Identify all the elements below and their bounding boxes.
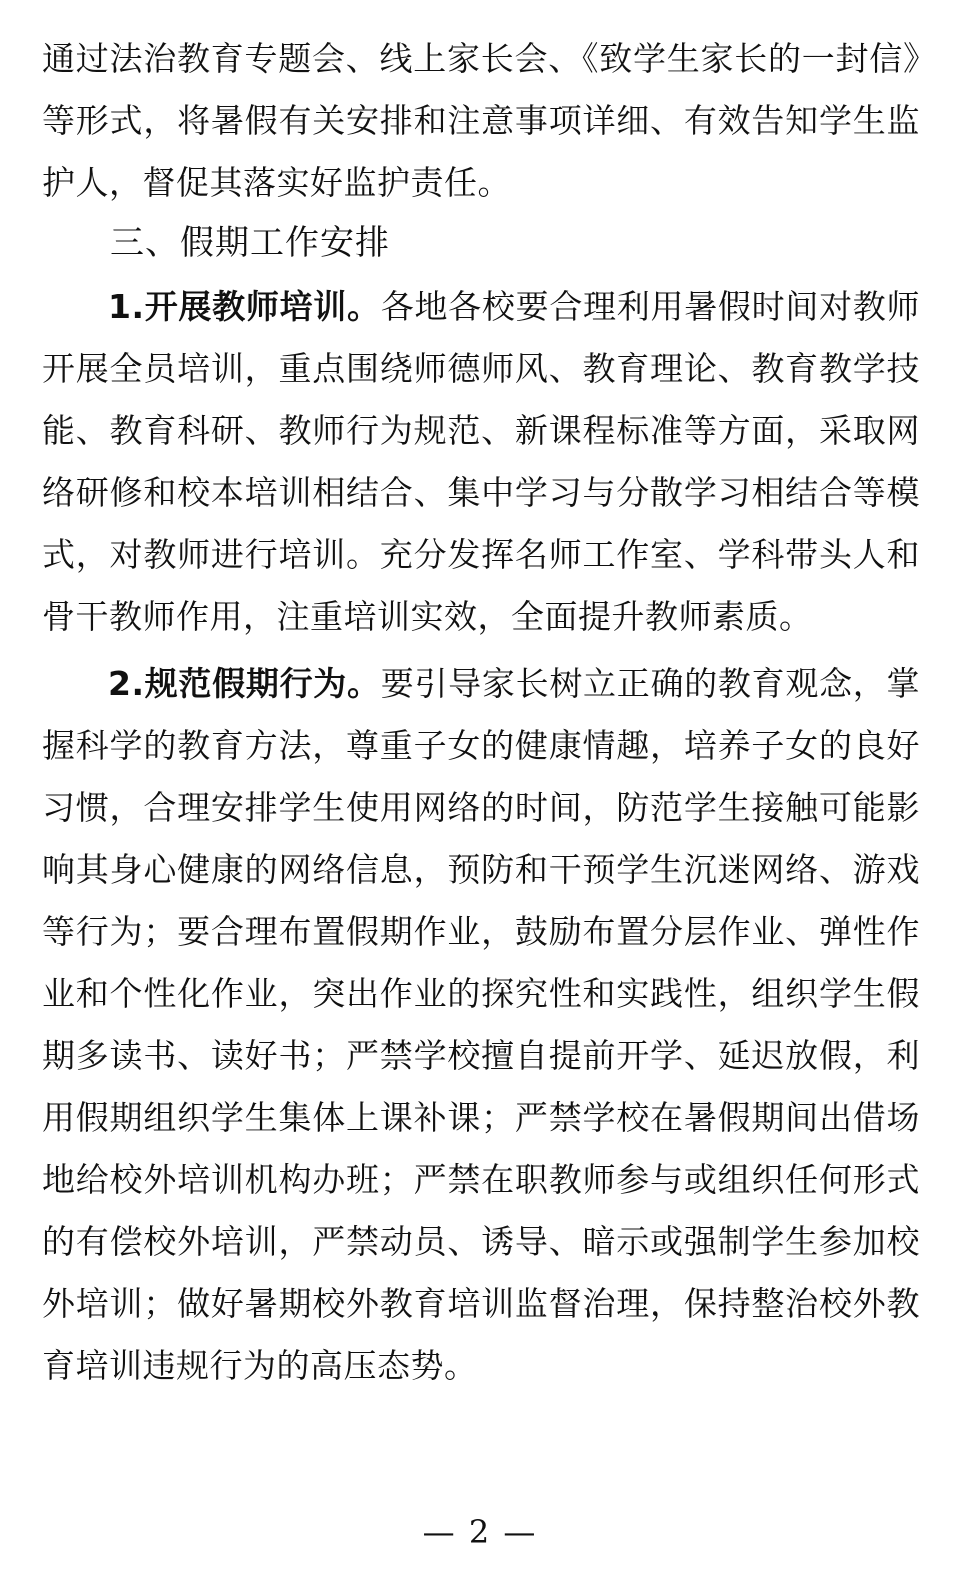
paragraph-body: 要引导家长树立正确的教育观念，掌握科学的教育方法，尊重子女的健康情趣，培养子女的良好习惯，合理安排学生使用网络的时间，防范学生接触可能影响其身心健康的网络信息，预防和干预学生沉迷网络、游戏等行为；要合理布置假期作业，鼓励布置分层作业、弹性作业和个性化作业，突出作业的探究性和实践性，组织学生假期多读书、读好书；严禁学校擅自提前开学、延迟放假，利用假期组织学生集体上课补课；严禁学校在暑假期间出借场地给校外培训机构办班；严禁在职教师参与或组织任何形式的有偿校外培训，严禁动员、诱导、暗示或强制学生参加校外培训；做好暑期校外教育培训监督治理，保持整治校外教育培训违规行为的高压态势。 <box>42 664 921 1385</box>
paragraph-lead: 2.规范假期行为。 <box>108 664 381 703</box>
paragraph-lead: 1.开展教师培训。 <box>108 287 381 326</box>
paragraph-teacher-training <box>42 276 920 648</box>
paragraph-holiday-conduct <box>42 653 920 1397</box>
paragraph-body: 各地各校要合理利用暑假时间对教师开展全员培训，重点围绕师德师风、教育理论、教育教学技能、教育科研、教师行为规范、新课程标准等方面，采取网络研修和校本培训相结合、集中学习与分散学习相结合等模式，对教师进行培训。充分发挥名师工作室、学科带头人和骨干教师作用，注重培训实效，全面提升教师素质。 <box>42 287 921 636</box>
continuation-paragraph: 通过法治教育专题会、线上家长会、《致学生家长的一封信》等形式，将暑假有关安排和注意事项详细、有效告知学生监护人，督促其落实好监护责任。 <box>42 39 920 202</box>
section-heading: 三、假期工作安排 <box>110 223 390 263</box>
page-number: — 2 — <box>422 1513 538 1551</box>
